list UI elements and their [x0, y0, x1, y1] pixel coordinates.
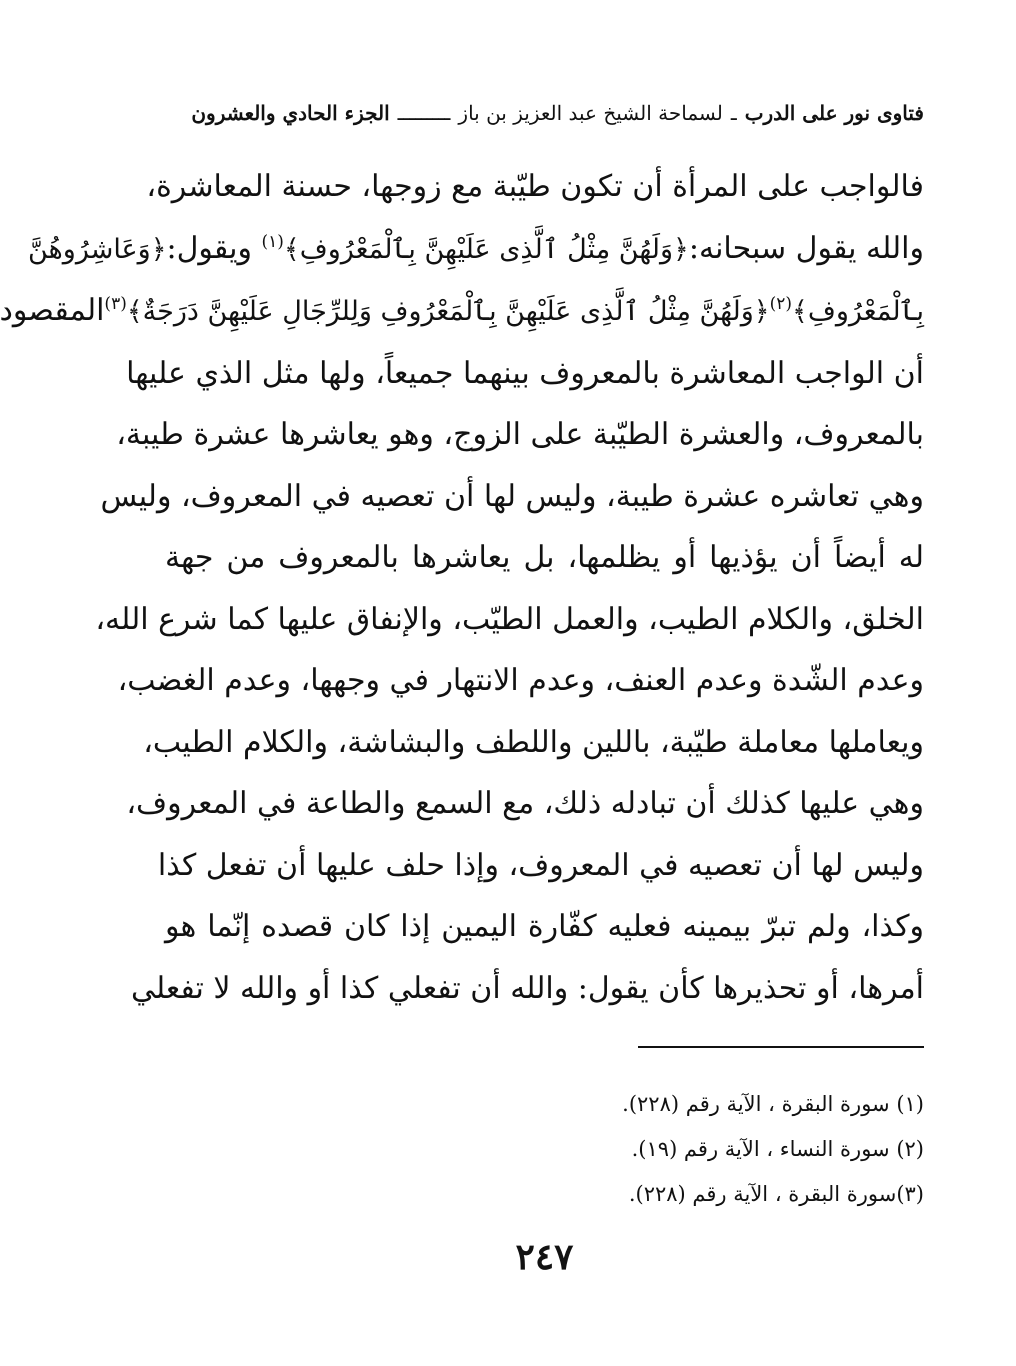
- text-line-5: بالمعروف، والعشرة الطيّبة على الزوج، وهو يعاشرها عشرة طيبة،: [116, 417, 924, 452]
- text-line-12: وليس لها أن تعصيه في المعروف، وإذا حلف عليها أن تفعل كذا: [157, 847, 924, 883]
- footnote-2: (٢) سورة النساء ، الآية رقم (١٩).: [631, 1137, 924, 1161]
- footnote-1: (١) سورة البقرة ، الآية رقم (٢٢٨).: [622, 1092, 924, 1116]
- text-line-3: [0, 280, 924, 343]
- header-separator: ـــــــــ: [397, 101, 451, 125]
- text-segment: والله يقول سبحانه:: [688, 230, 924, 266]
- text-line-2: [27, 218, 924, 281]
- text-line-10: ويعاملها معاملة طيّبة، باللين واللطف والبشاشة، والكلام الطيب،: [143, 724, 924, 760]
- quran-verse: ﴿وَلَهُنَّ مِثْلُ ٱلَّذِى عَلَيْهِنَّ بِٱلْمَعْرُوفِ وَلِلرِّجَالِ عَلَيْهِنَّ دَرَجَةٌ﴾: [126, 296, 770, 327]
- text-line-14: أمرها، أو تحذيرها كأن يقول: والله أن تفعلي كذا أو والله لا تفعلي: [130, 970, 924, 1006]
- footnote-ref-1: (١): [261, 231, 284, 252]
- text-line-8: الخلق، والكلام الطيب، والعمل الطيّب، والإنفاق عليها كما شرع الله،: [95, 601, 924, 637]
- volume-label: الجزء الحادي والعشرون: [191, 101, 390, 125]
- quran-verse: بِٱلْمَعْرُوفِ﴾: [792, 296, 924, 327]
- text-line-6: وهي تعاشره عشرة طيبة، وليس لها أن تعصيه في المعروف، وليس: [100, 478, 924, 514]
- text-line-13: وكذا، ولم تبرّ بيمينه فعليه كفّارة اليمين إذا كان قصده إنّما هو: [165, 909, 924, 944]
- main-text: [0, 156, 924, 1019]
- footnotes: [273, 1082, 924, 1217]
- text-segment: ويقول:: [166, 230, 252, 266]
- author-name: لسماحة الشيخ عبد العزيز بن باز: [458, 101, 723, 125]
- text-segment: المقصود: [0, 293, 105, 328]
- quran-verse: ﴿وَلَهُنَّ مِثْلُ ٱلَّذِى عَلَيْهِنَّ بِٱلْمَعْرُوفِ﴾: [283, 233, 689, 265]
- text-line-9: وعدم الشّدة وعدم العنف، وعدم الانتهار في وجهها، وعدم الغضب،: [117, 663, 924, 698]
- text-line-11: وهي عليها كذلك أن تبادله ذلك، مع السمع والطاعة في المعروف،: [126, 786, 924, 821]
- text-line-1: فالواجب على المرأة أن تكون طيّبة مع زوجها، حسنة المعاشرة،: [146, 169, 924, 204]
- book-title: فتاوى نور على الدرب: [744, 101, 924, 125]
- footnote-ref-3: (٣): [104, 294, 127, 314]
- footnote-3: (٣)سورة البقرة ، الآية رقم (٢٢٨).: [628, 1182, 924, 1206]
- footnote-divider: [638, 1046, 924, 1048]
- page-number: ٢٤٧: [515, 1236, 574, 1278]
- footnote-ref-2: (٢): [769, 294, 793, 314]
- text-line-4: أن الواجب المعاشرة بالمعروف بينهما جميعاً، ولها مثل الذي عليها: [126, 355, 924, 391]
- text-line-7: له أيضاً أن يؤذيها أو يظلمها، بل يعاشرها بالمعروف من جهة: [165, 540, 924, 575]
- header-dash: ـ: [730, 101, 737, 125]
- quran-verse: ﴿وَعَاشِرُوهُنَّ: [27, 233, 167, 265]
- running-header: [165, 98, 924, 128]
